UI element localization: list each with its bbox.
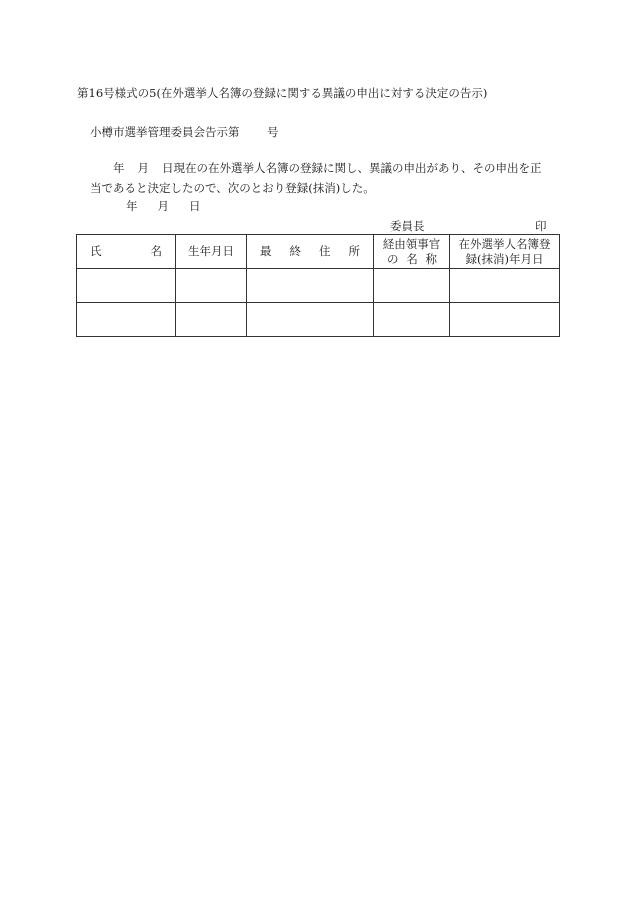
body-line-2: 当であると決定したので、次のとおり登録(抹消)した。 [90, 181, 375, 195]
cell-name [77, 269, 176, 303]
header-consulate: 経由領事官 の 名 称 [374, 235, 450, 269]
header-name: 氏 名 [77, 235, 176, 269]
header-birthdate: 生年月日 [176, 235, 247, 269]
date-year: 年 [126, 199, 138, 213]
cell-birthdate [176, 303, 247, 337]
body-line-1-text: 現在の在外選挙人名簿の登録に関し、異議の申出があり、その申出を正 [173, 161, 542, 175]
date-month: 月 [157, 199, 169, 213]
notice-number-label: 小樽市選挙管理委員会告示第 [90, 125, 240, 139]
header-registration-date: 在外選挙人名簿登 録(抹消)年月日 [450, 235, 560, 269]
registration-table [76, 234, 560, 337]
cell-name [77, 303, 176, 337]
cell-registration-date [450, 303, 560, 337]
header-last-address: 最 終 住 所 [247, 235, 374, 269]
chairperson-title: 委員長 [390, 219, 425, 233]
body-month: 月 [137, 161, 149, 175]
body-line-1 [77, 160, 542, 176]
date-day: 日 [189, 199, 201, 213]
table-row [77, 269, 560, 303]
table-header-row [77, 235, 560, 269]
cell-registration-date [450, 269, 560, 303]
seal-mark: 印 [535, 219, 547, 233]
cell-last-address [247, 269, 374, 303]
body-year: 年 [113, 161, 125, 175]
notice-number-suffix: 号 [267, 125, 279, 139]
cell-consulate [374, 269, 450, 303]
table-row [77, 303, 560, 337]
cell-consulate [374, 303, 450, 337]
body-day: 日 [162, 161, 174, 175]
cell-last-address [247, 303, 374, 337]
cell-birthdate [176, 269, 247, 303]
date-line [126, 198, 201, 214]
form-heading: 第16号様式の5(在外選挙人名簿の登録に関する異議の申出に対する決定の告示) [77, 86, 488, 100]
